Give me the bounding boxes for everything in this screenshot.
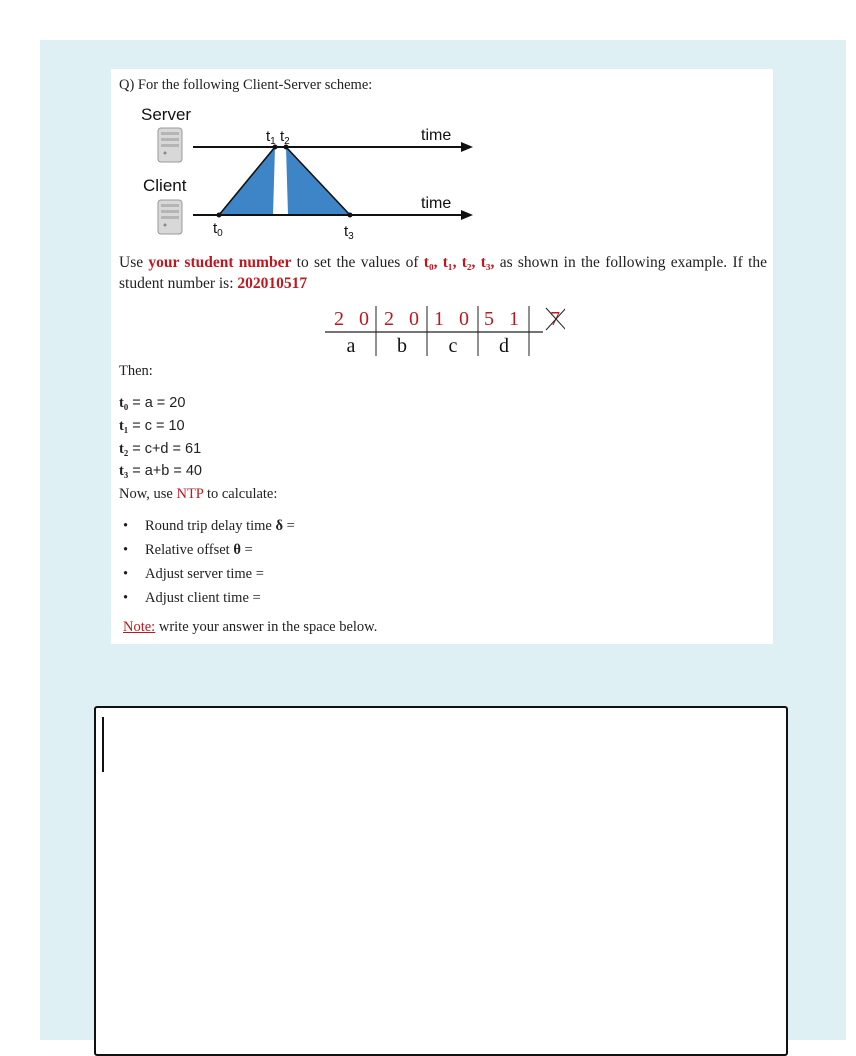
time-label-server: time: [421, 127, 452, 144]
instruction-highlight: your student number: [148, 254, 292, 271]
text-cursor: [102, 717, 104, 772]
answer-textarea[interactable]: [94, 706, 788, 1056]
group-label: c: [448, 335, 458, 357]
digit: 0: [359, 308, 369, 330]
digit: 2: [384, 308, 394, 330]
digit: 0: [409, 308, 419, 330]
then-label: Then:: [119, 363, 153, 379]
now-instruction: Now, use NTP to calculate:: [119, 486, 278, 502]
digit-table: [325, 306, 565, 358]
t0-label: $t_0$: [213, 220, 223, 239]
list-item: • Adjust client time =: [123, 586, 295, 610]
list-item: • Relative offset θ =: [123, 538, 295, 562]
server-icon: [158, 128, 182, 162]
t3-label: $t_3$: [344, 223, 354, 242]
digit: 1: [434, 308, 444, 330]
equation-t2: t₂ = c+d = 61: [119, 441, 202, 457]
digit: 2: [334, 308, 344, 330]
equation-t3: t₃ = a+b = 40: [119, 463, 202, 479]
ntp-highlight: NTP: [176, 486, 204, 502]
instruction-vars: t₀, t₁, t₂, t₃,: [423, 254, 495, 271]
group-label: b: [397, 335, 407, 357]
client-server-diagram: [111, 95, 531, 247]
question-prompt: Q) For the following Client-Server scheme:: [119, 77, 373, 93]
time-label-client: time: [421, 195, 452, 212]
instruction-text: Use your student number to set the values of t₀, t₁, t₂, t₃, as shown in the following example. If the student number is: 202010517: [119, 254, 768, 292]
note-label: Note:: [123, 619, 156, 635]
client-icon: [158, 200, 182, 234]
digit: 5: [484, 308, 494, 330]
student-number: 202010517: [237, 275, 308, 292]
server-label: Server: [141, 105, 192, 124]
question-card: [111, 69, 773, 644]
equation-t0: t₀ = a = 20: [119, 395, 186, 411]
client-label: Client: [143, 176, 187, 195]
task-list: [123, 514, 295, 610]
note: Note: write your answer in the space below.: [123, 619, 378, 635]
group-label: d: [499, 335, 509, 357]
digit: 1: [509, 308, 519, 330]
list-item: • Adjust server time =: [123, 562, 295, 586]
digit: 0: [459, 308, 469, 330]
group-label: a: [346, 335, 356, 357]
t1-label: $t_1$: [266, 128, 276, 147]
crossed-digit: 7: [550, 308, 560, 330]
equation-t1: t₁ = c = 10: [119, 418, 185, 434]
t2-label: $t_2$: [280, 128, 290, 147]
list-item: • Round trip delay time δ =: [123, 514, 295, 538]
